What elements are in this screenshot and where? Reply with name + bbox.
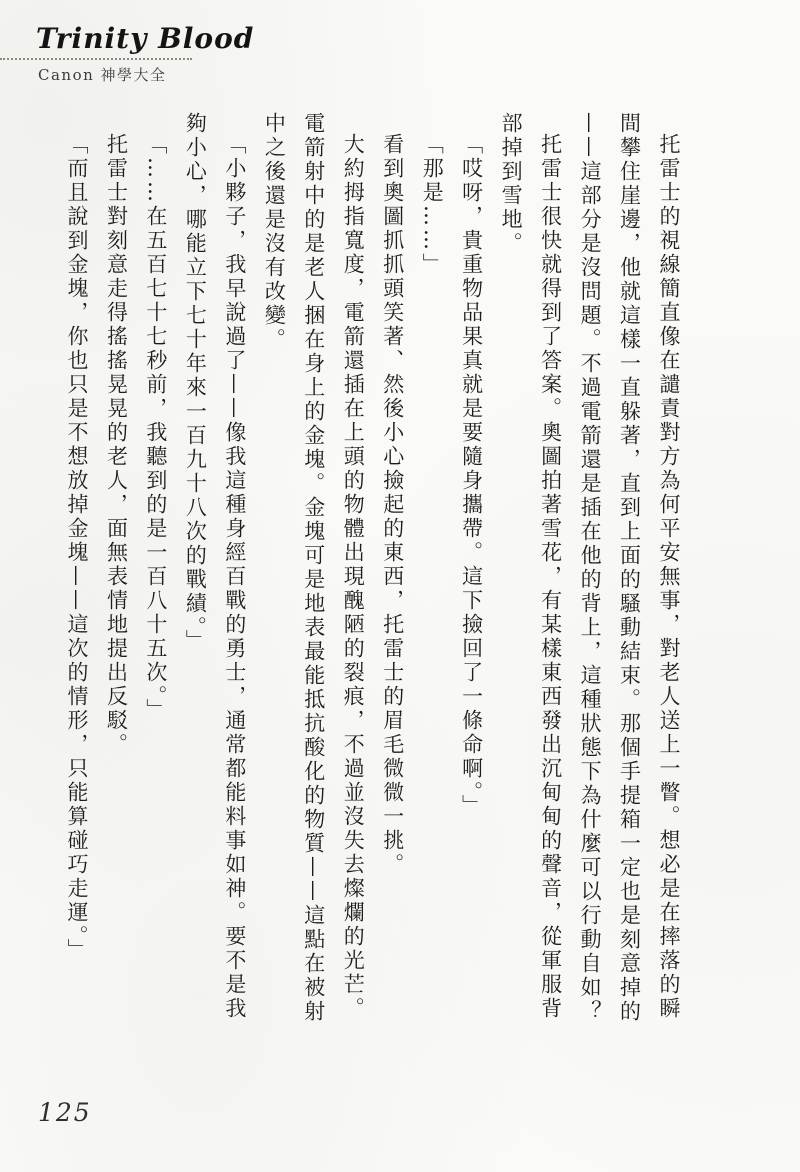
text-paragraph: 「小夥子，我早說過了——像我這種身經百戰的勇士，通常都能料事如神。要不是我夠小心，哪能立下七十年來一百九十八次的戰績。」 — [183, 112, 247, 1021]
book-title: Trinity Blood — [36, 22, 255, 55]
book-subtitle: Canon 神學大全 — [38, 66, 167, 84]
text-paragraph: 「而且說到金塊，你也只是不想放掉金塊——這次的情形，只能算碰巧走運。」 — [64, 133, 89, 963]
page-number: 125 — [38, 1098, 92, 1127]
text-paragraph: 「哎呀，貴重物品果真就是要隨身攜帶。這下撿回了一條命啊。」 — [459, 133, 484, 819]
text-paragraph: 電箭射中的是老人捆在身上的金塊。金塊可是地表最能抵抗酸化的物質——這點在被射中之後還是沒有改變。 — [262, 112, 326, 1024]
novel-text — [40, 112, 688, 1044]
text-paragraph: 大約拇指寬度，電箭還插在上頭的物體出現醜陋的裂痕，不過並沒失去燦爛的光芒。 — [341, 133, 366, 1021]
text-paragraph: 托雷士很快就得到了答案。奧圖拍著雪花，有某樣東西發出沉甸甸的聲音，從軍服背部掉到雪地。 — [499, 112, 563, 1021]
text-paragraph: 看到奧圖抓抓頭笑著、然後小心撿起的東西，托雷士的眉毛微微一挑。 — [380, 133, 405, 877]
header-dotted-rule — [0, 58, 192, 60]
page-header — [0, 0, 320, 100]
text-paragraph: 托雷士的視線簡直像在譴責對方為何平安無事，對老人送上一瞥。想必是在摔落的瞬間攀住崖邊，他就這樣一直躲著，直到上面的騷動結束。那個手提箱一定也是刻意掉的——這部分是沒問題。不過電箭還是插在他的背上，這種狀態下為什麼可以行動自如？ — [578, 112, 681, 1024]
text-paragraph: 「……在五百七十七秒前，我聽到的是一百八十五次。」 — [143, 133, 168, 723]
text-paragraph: 托雷士對刻意走得搖搖晃晃的老人，面無表情地提出反駁。 — [104, 133, 129, 757]
text-paragraph: 「那是……」 — [420, 133, 445, 277]
